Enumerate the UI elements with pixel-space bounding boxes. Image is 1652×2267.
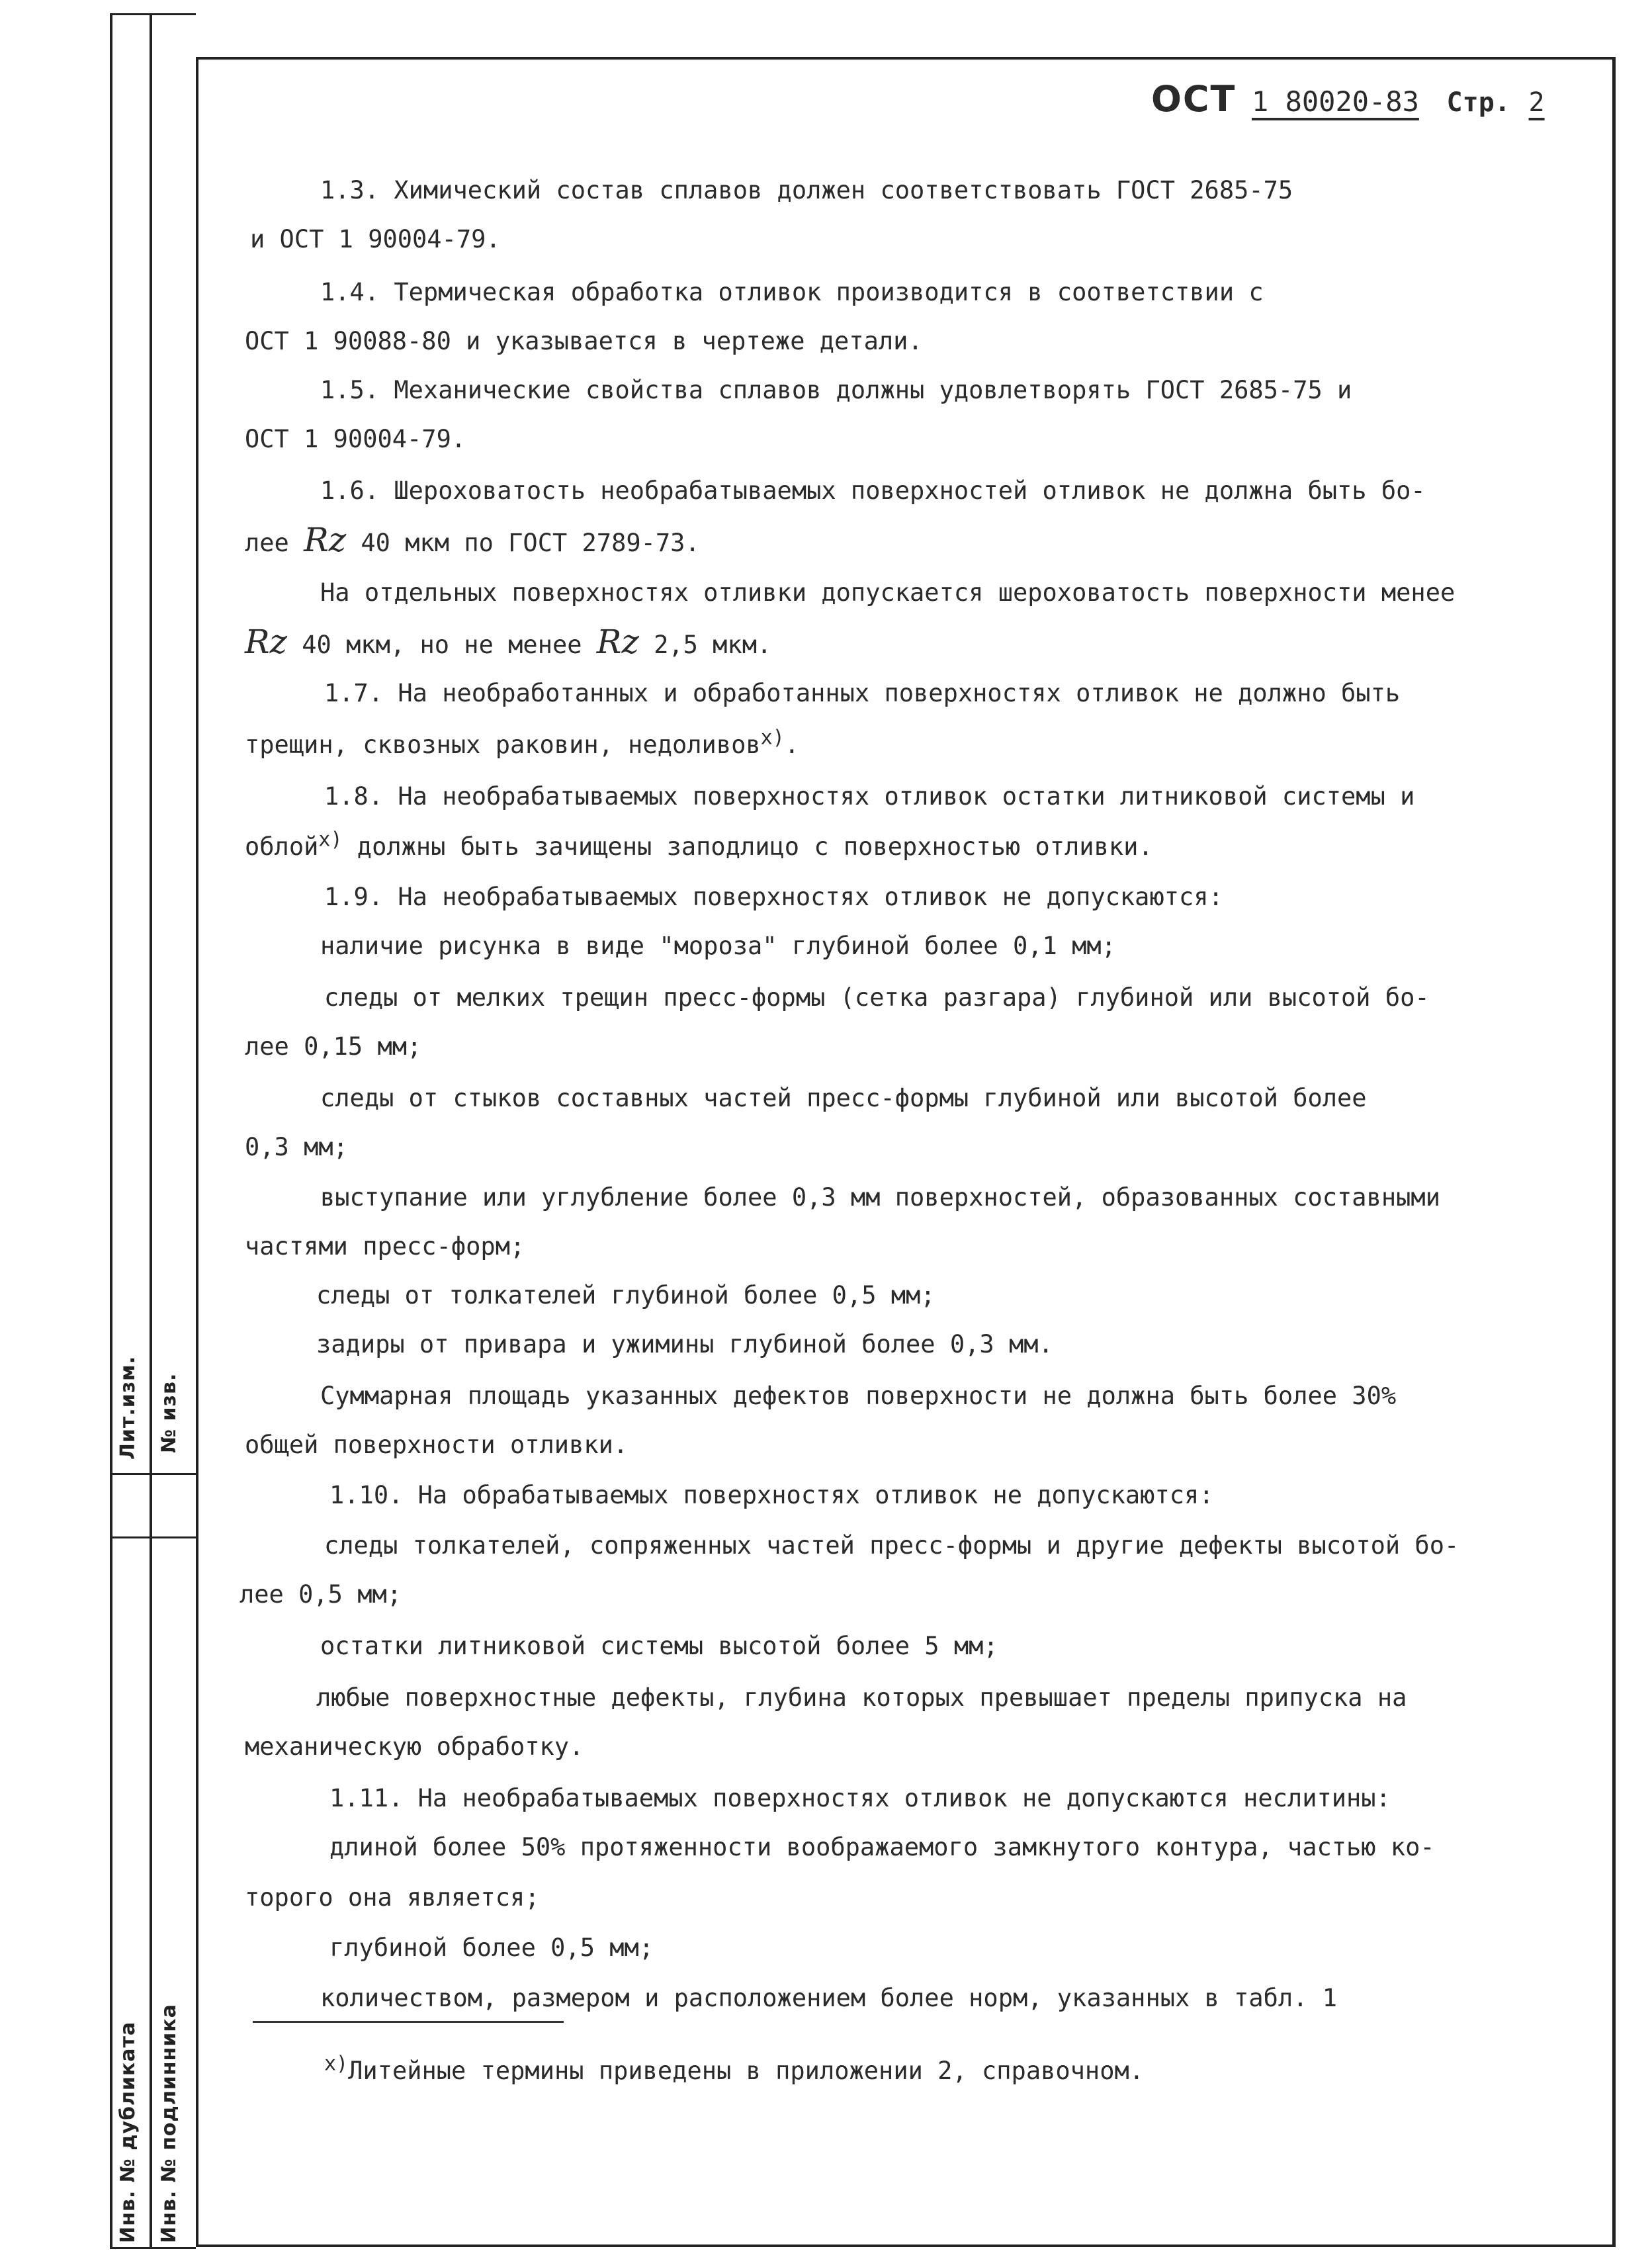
rz-symbol: Rz [304, 521, 347, 559]
stamp-col-1 [110, 13, 112, 2247]
text-line: общей поверхности отливки. [245, 1431, 629, 1459]
text-line: следы от мелких трещин пресс-формы (сетка разгара) глубиной или высотой бо- [324, 983, 1430, 1012]
text-line: лее 0,5 мм; [239, 1580, 402, 1609]
text-line: 1.3. Химический состав сплавов должен соответствовать ГОСТ 2685-75 [320, 176, 1293, 204]
footnote-text: Литейные термины приведены в приложении 2, справочном. [348, 2057, 1145, 2085]
text-line: длиной более 50% протяженности воображаемого замкнутого контура, частью ко- [329, 1833, 1435, 1861]
page-header [1151, 78, 1545, 120]
text-line: 1.9. На необрабатываемых поверхностях отливок не допускаются: [324, 883, 1223, 911]
text-line: 1.6. Шероховатость необрабатываемых поверхностей отливок не должна быть бо- [320, 476, 1426, 505]
stamp-n-izv: № изв. [157, 1372, 181, 1453]
footnote-marker: x) [760, 726, 785, 750]
doc-number: 1 80020-83 [1252, 85, 1419, 118]
text-line: частями пресс-форм; [245, 1232, 525, 1261]
text-line: 1.5. Механические свойства сплавов должны удовлетворять ГОСТ 2685-75 и [320, 376, 1352, 404]
text-line: наличие рисунка в виде "мороза" глубиной более 0,1 мм; [320, 932, 1116, 960]
text-line: механическую обработку. [245, 1732, 584, 1761]
text-line: Rz 40 мкм, но не менее Rz 2,5 мкм. [245, 623, 772, 661]
text-line: 1.8. На необрабатываемых поверхностях отливок остатки литниковой системы и [324, 782, 1415, 811]
text-line: ОСТ 1 90088-80 и указывается в чертеже детали. [245, 327, 923, 355]
text-line: трещин, сквозных раковин, недоливов$^{x)}$. [245, 726, 800, 759]
text-line: глубиной более 0,5 мм; [329, 1934, 654, 1962]
doc-type: ОСТ [1151, 78, 1237, 120]
rz-symbol: Rz [596, 623, 639, 661]
stamp-inv-dublikata: Инв. № дубликата [116, 2021, 140, 2243]
text-line: 1.11. На необрабатываемых поверхностях отливок не допускаются неслитины: [329, 1784, 1391, 1812]
text-line: задиры от привара и ужимины глубиной более 0,3 мм. [316, 1330, 1053, 1358]
text-line: и ОСТ 1 90004-79. [250, 225, 501, 253]
text-line: лее 0,15 мм; [245, 1032, 422, 1061]
footnote-rule [253, 2021, 564, 2023]
text-line: следы толкателей, сопряженных частей пресс-формы и другие дефекты высотой бо- [324, 1531, 1459, 1560]
text-line: 1.4. Термическая обработка отливок производится в соответствии с [320, 278, 1264, 306]
text-line: следы от толкателей глубиной более 0,5 мм; [316, 1281, 935, 1310]
text-line: выступание или углубление более 0,3 мм поверхностей, образованных составными [320, 1183, 1440, 1212]
rz-symbol: Rz [245, 623, 287, 661]
text-line: 1.7. На необработанных и обработанных поверхностях отливок не должно быть [324, 679, 1401, 707]
text-line: 0,3 мм; [245, 1133, 348, 1161]
stamp-bottom-rule [110, 2247, 196, 2249]
page-label: Стр. [1446, 87, 1510, 118]
stamp-mid-rule-2 [110, 1536, 196, 1538]
stamp-mid-rule-1 [110, 1473, 196, 1475]
text-line: следы от стыков составных частей пресс-формы глубиной или высотой более [320, 1084, 1367, 1112]
text-line: облой$^{x)}$ должны быть зачищены заподлицо с поверхностью отливки. [245, 828, 1153, 861]
stamp-col-2 [150, 13, 152, 2247]
footnote [324, 2052, 1145, 2085]
text-line: остатки литниковой системы высотой более 5 мм; [320, 1632, 998, 1660]
text-line: любые поверхностные дефекты, глубина которых превышает пределы припуска на [316, 1683, 1407, 1712]
footnote-marker: x) [318, 828, 343, 852]
text-line: 1.10. На обрабатываемых поверхностях отливок не допускаются: [329, 1481, 1214, 1509]
text-line: количеством, размером и расположением более норм, указанных в табл. 1 [320, 1984, 1338, 2012]
stamp-inv-podlinnika: Инв. № подлинника [157, 2004, 181, 2243]
text-line: ОСТ 1 90004-79. [245, 425, 466, 453]
text-line: На отдельных поверхностях отливки допускается шероховатость поверхности менее [320, 578, 1456, 607]
page-number: 2 [1528, 87, 1545, 118]
text-line: лее Rz 40 мкм по ГОСТ 2789-73. [245, 521, 700, 559]
stamp-lit-izm: Лит.изм. [116, 1355, 140, 1460]
stamp-top-rule [110, 13, 196, 15]
text-line: Суммарная площадь указанных дефектов поверхности не должна быть более 30% [320, 1382, 1397, 1410]
footnote-marker: x) [324, 2052, 349, 2076]
text-line: торого она является; [245, 1883, 540, 1912]
